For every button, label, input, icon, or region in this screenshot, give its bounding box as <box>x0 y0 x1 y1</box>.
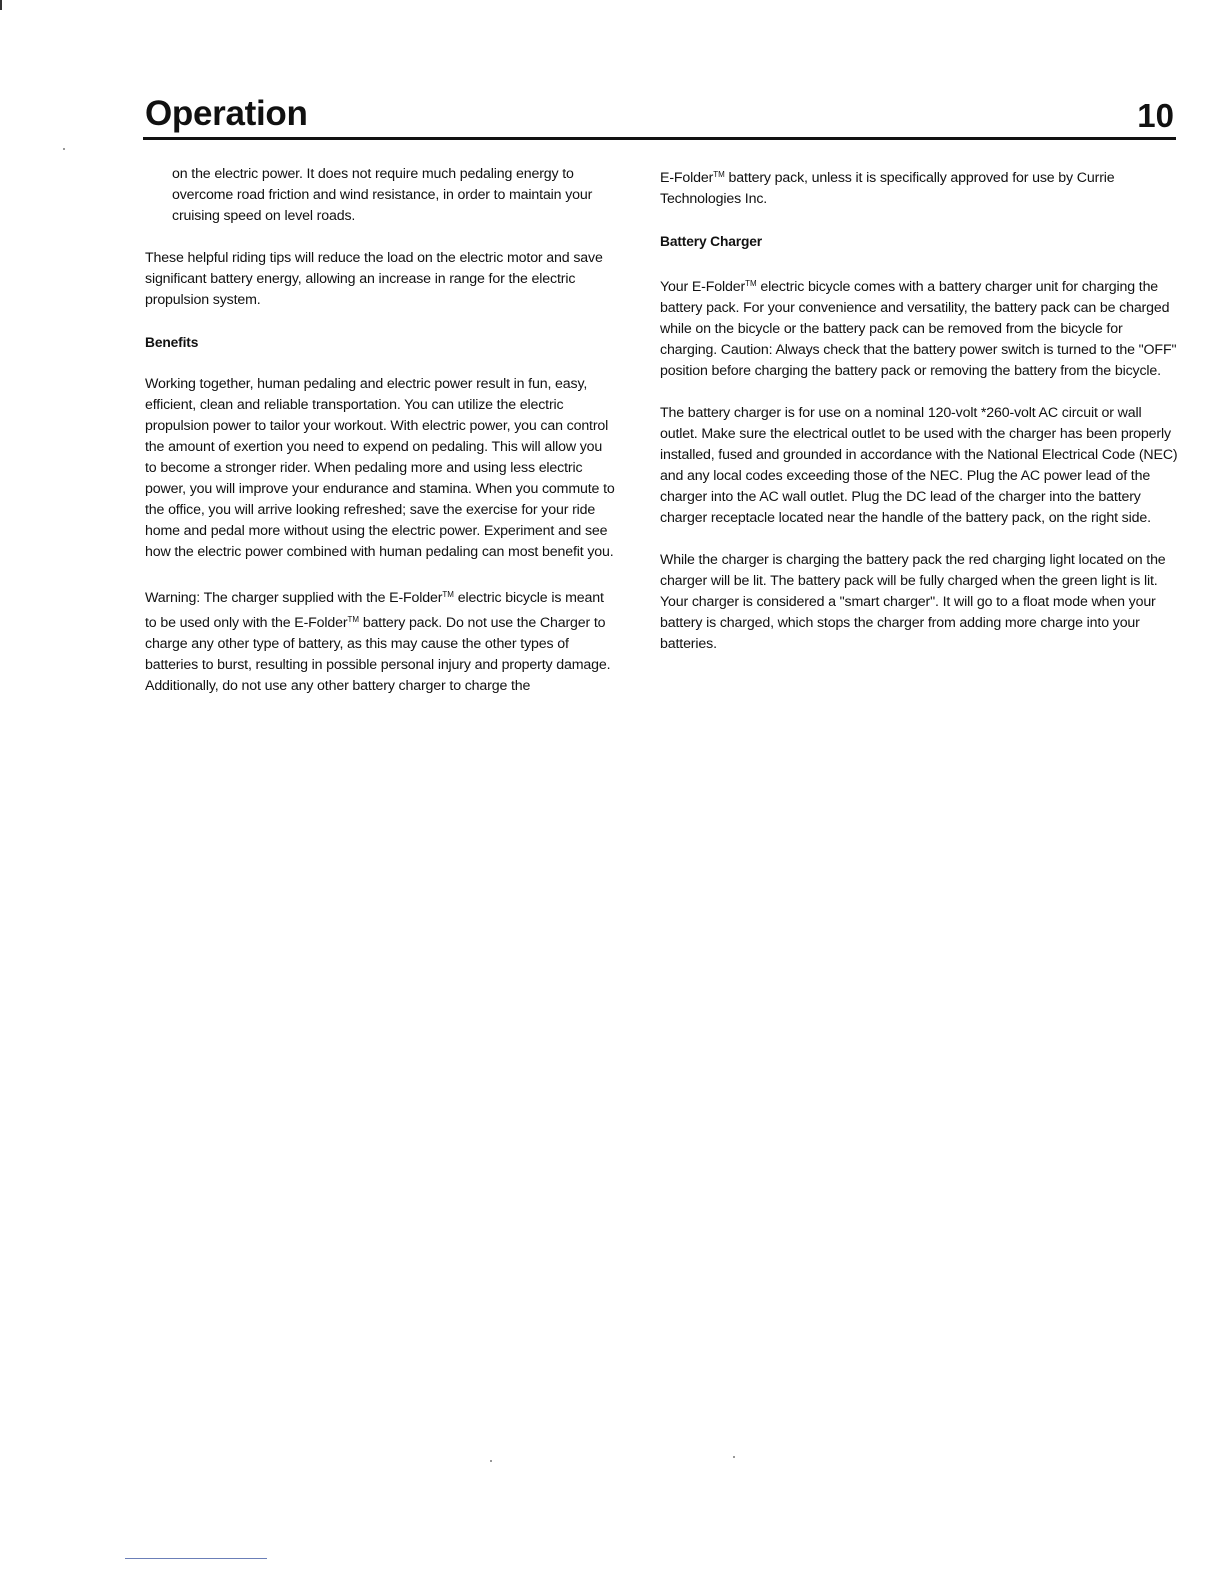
scan-speck <box>63 148 65 150</box>
paragraph-benefits: Working together, human pedaling and electric power result in fun, easy, efficient, clean and reliable transportation. You can utilize the electric propulsion power to tailor your workout. With electric power, you can control the amount of exertion you need to expend on pedaling. This will allow you to become a stronger rider. When pedaling more and using less electric power, you will improve your endurance and stamina. When you commute to the office, you will arrive looking refreshed; save the exercise for your ride home and pedal more without using the electric power. Experiment and see how the electric power combined with human pedaling can most benefit you. <box>145 376 615 560</box>
warning-text-1: Warning: The charger supplied with the E-Folder <box>145 590 443 606</box>
left-column <box>145 164 615 718</box>
paragraph-charger-usage: The battery charger is for use on a nominal 120-volt *260-volt AC circuit or wall outlet. Make sure the electrical outlet to be used with the charger has been properly installed, fused and grounded in accordance with the National Electrical Code (NEC) and any local codes exceeding those of the NEC. Plug the AC power lead of the charger into the AC wall outlet. Plug the DC lead of the charger into the battery charger receptacle located near the handle of the battery pack, on the right side. <box>660 405 1178 526</box>
page-number: 10 <box>1137 97 1174 134</box>
scan-speck <box>733 1456 735 1458</box>
paragraph-charger-intro <box>660 273 1180 382</box>
footer-line <box>125 1558 267 1559</box>
trademark-symbol: TM <box>347 615 360 624</box>
header-rule <box>143 137 1176 140</box>
scan-speck <box>490 1460 492 1462</box>
approval-text-2: battery pack, unless it is specifically approved for use by Currie Technologies Inc. <box>660 170 1115 207</box>
paragraph-continuation: on the electric power. It does not require much pedaling energy to overcome road friction and wind resistance, in order to maintain your cruising speed on level roads. <box>172 166 593 224</box>
paragraph-charging-lights: While the charger is charging the battery pack the red charging light located on the charger will be lit. The battery pack will be fully charged when the green light is lit. Your charger is considered a "smart charger". It will go to a float mode when your battery is charged, which stops the charger from adding more charge into your batteries. <box>660 552 1166 652</box>
section-heading-battery-charger: Battery Charger <box>660 234 763 249</box>
section-heading-benefits: Benefits <box>145 335 199 350</box>
warning-text-2: electric bicycle is meant to be used only with the E-Folder <box>145 590 604 631</box>
trademark-symbol: TM <box>713 170 725 179</box>
charger-intro-text-1: Your E-Folder <box>660 279 746 295</box>
approval-text-1: E-Folder <box>660 170 714 186</box>
trademark-symbol: TM <box>745 279 757 288</box>
page-title: Operation <box>145 94 308 133</box>
trademark-symbol: TM <box>442 590 454 599</box>
right-column <box>660 164 1180 676</box>
warning-text-3: battery pack. Do not use the Charger to charge any other type of battery, as this may cause the other types of batteries to burst, resulting in possible personal injury and property damage. Additionally, do not use any other battery charger to charge the <box>145 615 611 694</box>
paragraph-warning <box>145 584 615 697</box>
paragraph-battery-approval <box>660 164 1180 210</box>
paragraph-riding-tips: These helpful riding tips will reduce the load on the electric motor and save significant battery energy, allowing an increase in range for the electric propulsion system. <box>145 250 603 308</box>
scan-edge-mark <box>0 0 2 10</box>
charger-intro-text-2: electric bicycle comes with a battery charger unit for charging the battery pack. For your convenience and versatility, the battery pack can be charged while on the bicycle or the battery pack can be removed from the bicycle for charging. Caution: Always check that the battery power switch is turned to the "OFF" position before charging the battery pack or removing the battery from the bicycle. <box>660 279 1177 379</box>
